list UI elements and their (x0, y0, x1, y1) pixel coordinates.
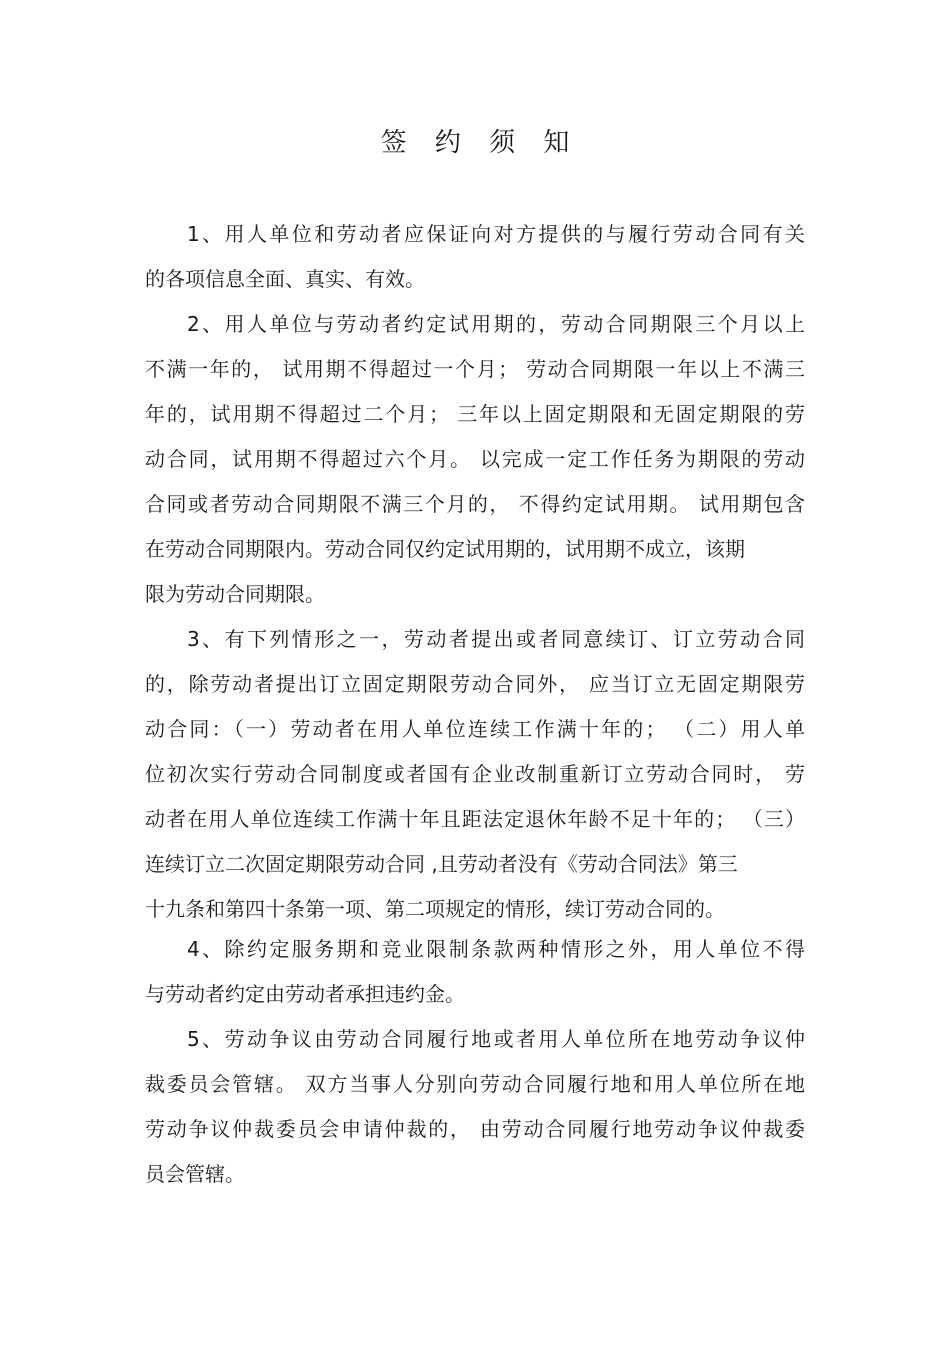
paragraph-line: 劳动争议仲裁委员会申请仲裁的， 由劳动合同履行地劳动争议仲裁委 (145, 1117, 805, 1141)
paragraph-line: 动者在用人单位连续工作满十年且距法定退休年龄不足十年的； （三） (145, 807, 805, 831)
paragraph-line: 5、劳动争议由劳动合同履行地或者用人单位所在地劳动争议仲 (187, 1027, 805, 1051)
paragraph-line: 与劳动者约定由劳动者承担违约金。 (145, 982, 465, 1006)
document-title: 签 约 须 知 (380, 128, 580, 158)
paragraph-2 (145, 302, 805, 617)
paragraph-line: 在劳动合同期限内。劳动合同仅约定试用期的，试用期不成立，该期 (145, 537, 745, 561)
paragraph-5 (145, 1017, 805, 1197)
paragraph-line: 限为劳动合同期限。 (145, 582, 325, 606)
paragraph-line: 不满一年的， 试用期不得超过一个月； 劳动合同期限一年以上不满三 (145, 357, 805, 381)
paragraph-line: 十九条和第四十条第一项、第二项规定的情形，续订劳动合同的。 (145, 897, 725, 921)
paragraph-line: 裁委员会管辖。 双方当事人分别向劳动合同履行地和用人单位所在地 (145, 1072, 805, 1096)
paragraph-line: 的，除劳动者提出订立固定期限劳动合同外， 应当订立无固定期限劳 (145, 672, 805, 696)
paragraph-line: 连续订立二次固定期限劳动合同 ,且劳动者没有《劳动合同法》第三 (145, 852, 738, 876)
paragraph-line: 位初次实行劳动合同制度或者国有企业改制重新订立劳动合同时， 劳 (145, 762, 805, 786)
paragraph-3 (145, 617, 805, 932)
paragraph-line: 年的，试用期不得超过二个月； 三年以上固定期限和无固定期限的劳 (145, 402, 805, 426)
paragraph-line: 3、有下列情形之一，劳动者提出或者同意续订、订立劳动合同 (187, 627, 805, 651)
paragraph-line: 2、用人单位与劳动者约定试用期的，劳动合同期限三个月以上 (187, 312, 805, 336)
paragraph-line: 合同或者劳动合同期限不满三个月的， 不得约定试用期。 试用期包含 (145, 492, 805, 516)
paragraph-line: 4、除约定服务期和竞业限制条款两种情形之外，用人单位不得 (187, 937, 805, 961)
paragraph-line: 员会管辖。 (145, 1162, 245, 1186)
paragraph-4 (145, 927, 805, 1017)
paragraph-line: 动合同：（一）劳动者在用人单位连续工作满十年的； （二）用人单 (145, 717, 805, 741)
paragraph-line: 动合同，试用期不得超过六个月。 以完成一定工作任务为期限的劳动 (145, 447, 805, 471)
paragraph-line: 的各项信息全面、真实、有效。 (145, 267, 425, 291)
paragraph-1 (145, 212, 805, 302)
paragraph-line: 1、用人单位和劳动者应保证向对方提供的与履行劳动合同有关 (187, 222, 805, 246)
